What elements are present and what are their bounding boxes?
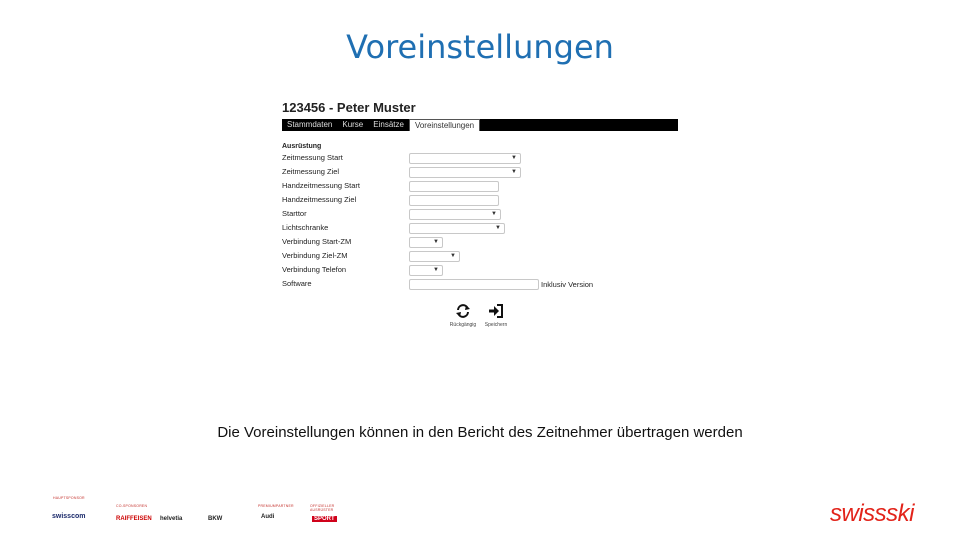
reset-label: Rückgängig: [449, 322, 477, 328]
verbindung-start-zm-select[interactable]: [409, 237, 443, 248]
tab-kurse[interactable]: Kurse: [342, 120, 364, 129]
save-button[interactable]: [481, 303, 511, 328]
chevron-down-icon: ▼: [511, 169, 517, 175]
save-label: Speichern: [484, 322, 508, 328]
tab-voreinstellungen[interactable]: Voreinstellungen: [409, 119, 480, 131]
field-label-verbindung-ziel-zm: Verbindung Ziel-ZM: [282, 251, 348, 260]
co-sponsor-caption: CO-SPONSOREN: [116, 504, 148, 508]
audi-logo: Audi: [261, 514, 275, 520]
chevron-down-icon: ▼: [511, 155, 517, 161]
zeitmessung-ziel-select[interactable]: [409, 167, 521, 178]
verbindung-ziel-zm-select[interactable]: [409, 251, 460, 262]
sign-in-icon: [488, 303, 504, 319]
sponsor-logos: [48, 494, 348, 534]
chevron-down-icon: ▼: [433, 239, 439, 245]
sport-logo: SPORT: [314, 516, 335, 522]
software-input[interactable]: [409, 279, 539, 290]
starttor-select[interactable]: [409, 209, 501, 220]
official-supplier-caption: OFFIZIELLER AUSRÜSTER: [310, 504, 335, 512]
handzeitmessung-start-input[interactable]: [409, 181, 499, 192]
swisscom-logo: swisscom: [52, 513, 86, 520]
raiffeisen-logo: RAIFFEISEN: [116, 516, 152, 522]
app-screenshot: [280, 98, 680, 333]
software-suffix: Inklusiv Version: [541, 280, 594, 289]
slide-title: Voreinstellungen: [346, 28, 614, 66]
tab-bar: [282, 119, 678, 131]
chevron-down-icon: ▼: [491, 211, 497, 217]
field-label-zeitmessung-ziel: Zeitmessung Ziel: [282, 167, 340, 176]
helvetia-logo: helvetia: [160, 516, 183, 522]
zeitmessung-start-select[interactable]: [409, 153, 521, 164]
field-label-verbindung-start-zm: Verbindung Start-ZM: [282, 237, 352, 246]
field-label-handzeitmessung-ziel: Handzeitmessung Ziel: [282, 195, 357, 204]
person-title: 123456 - Peter Muster: [282, 100, 416, 115]
lichtschranke-select[interactable]: [409, 223, 505, 234]
bkw-logo: BKW: [208, 516, 223, 522]
chevron-down-icon: ▼: [450, 253, 456, 259]
section-title: Ausrüstung: [282, 143, 322, 150]
field-label-starttor: Starttor: [282, 209, 307, 218]
tab-stammdaten[interactable]: Stammdaten: [287, 120, 333, 129]
premium-partner-caption: PREMIUMPARTNER: [258, 504, 294, 508]
field-label-software: Software: [282, 279, 312, 288]
chevron-down-icon: ▼: [433, 267, 439, 273]
handzeitmessung-ziel-input[interactable]: [409, 195, 499, 206]
chevron-down-icon: ▼: [495, 225, 501, 231]
reset-button[interactable]: [448, 303, 478, 328]
slide-caption: Die Voreinstellungen können in den Bericht des Zeitnehmer übertragen werden: [217, 424, 743, 441]
field-label-handzeitmessung-start: Handzeitmessung Start: [282, 181, 360, 190]
field-label-zeitmessung-start: Zeitmessung Start: [282, 153, 343, 162]
refresh-icon: [455, 303, 471, 319]
swissski-logo: swissski: [830, 500, 914, 527]
verbindung-telefon-select[interactable]: [409, 265, 443, 276]
tab-einsaetze[interactable]: Einsätze: [373, 120, 404, 129]
field-label-lichtschranke: Lichtschranke: [282, 223, 329, 232]
field-label-verbindung-telefon: Verbindung Telefon: [282, 265, 347, 274]
main-sponsor-caption: HAUPTSPONSOR: [53, 496, 85, 500]
